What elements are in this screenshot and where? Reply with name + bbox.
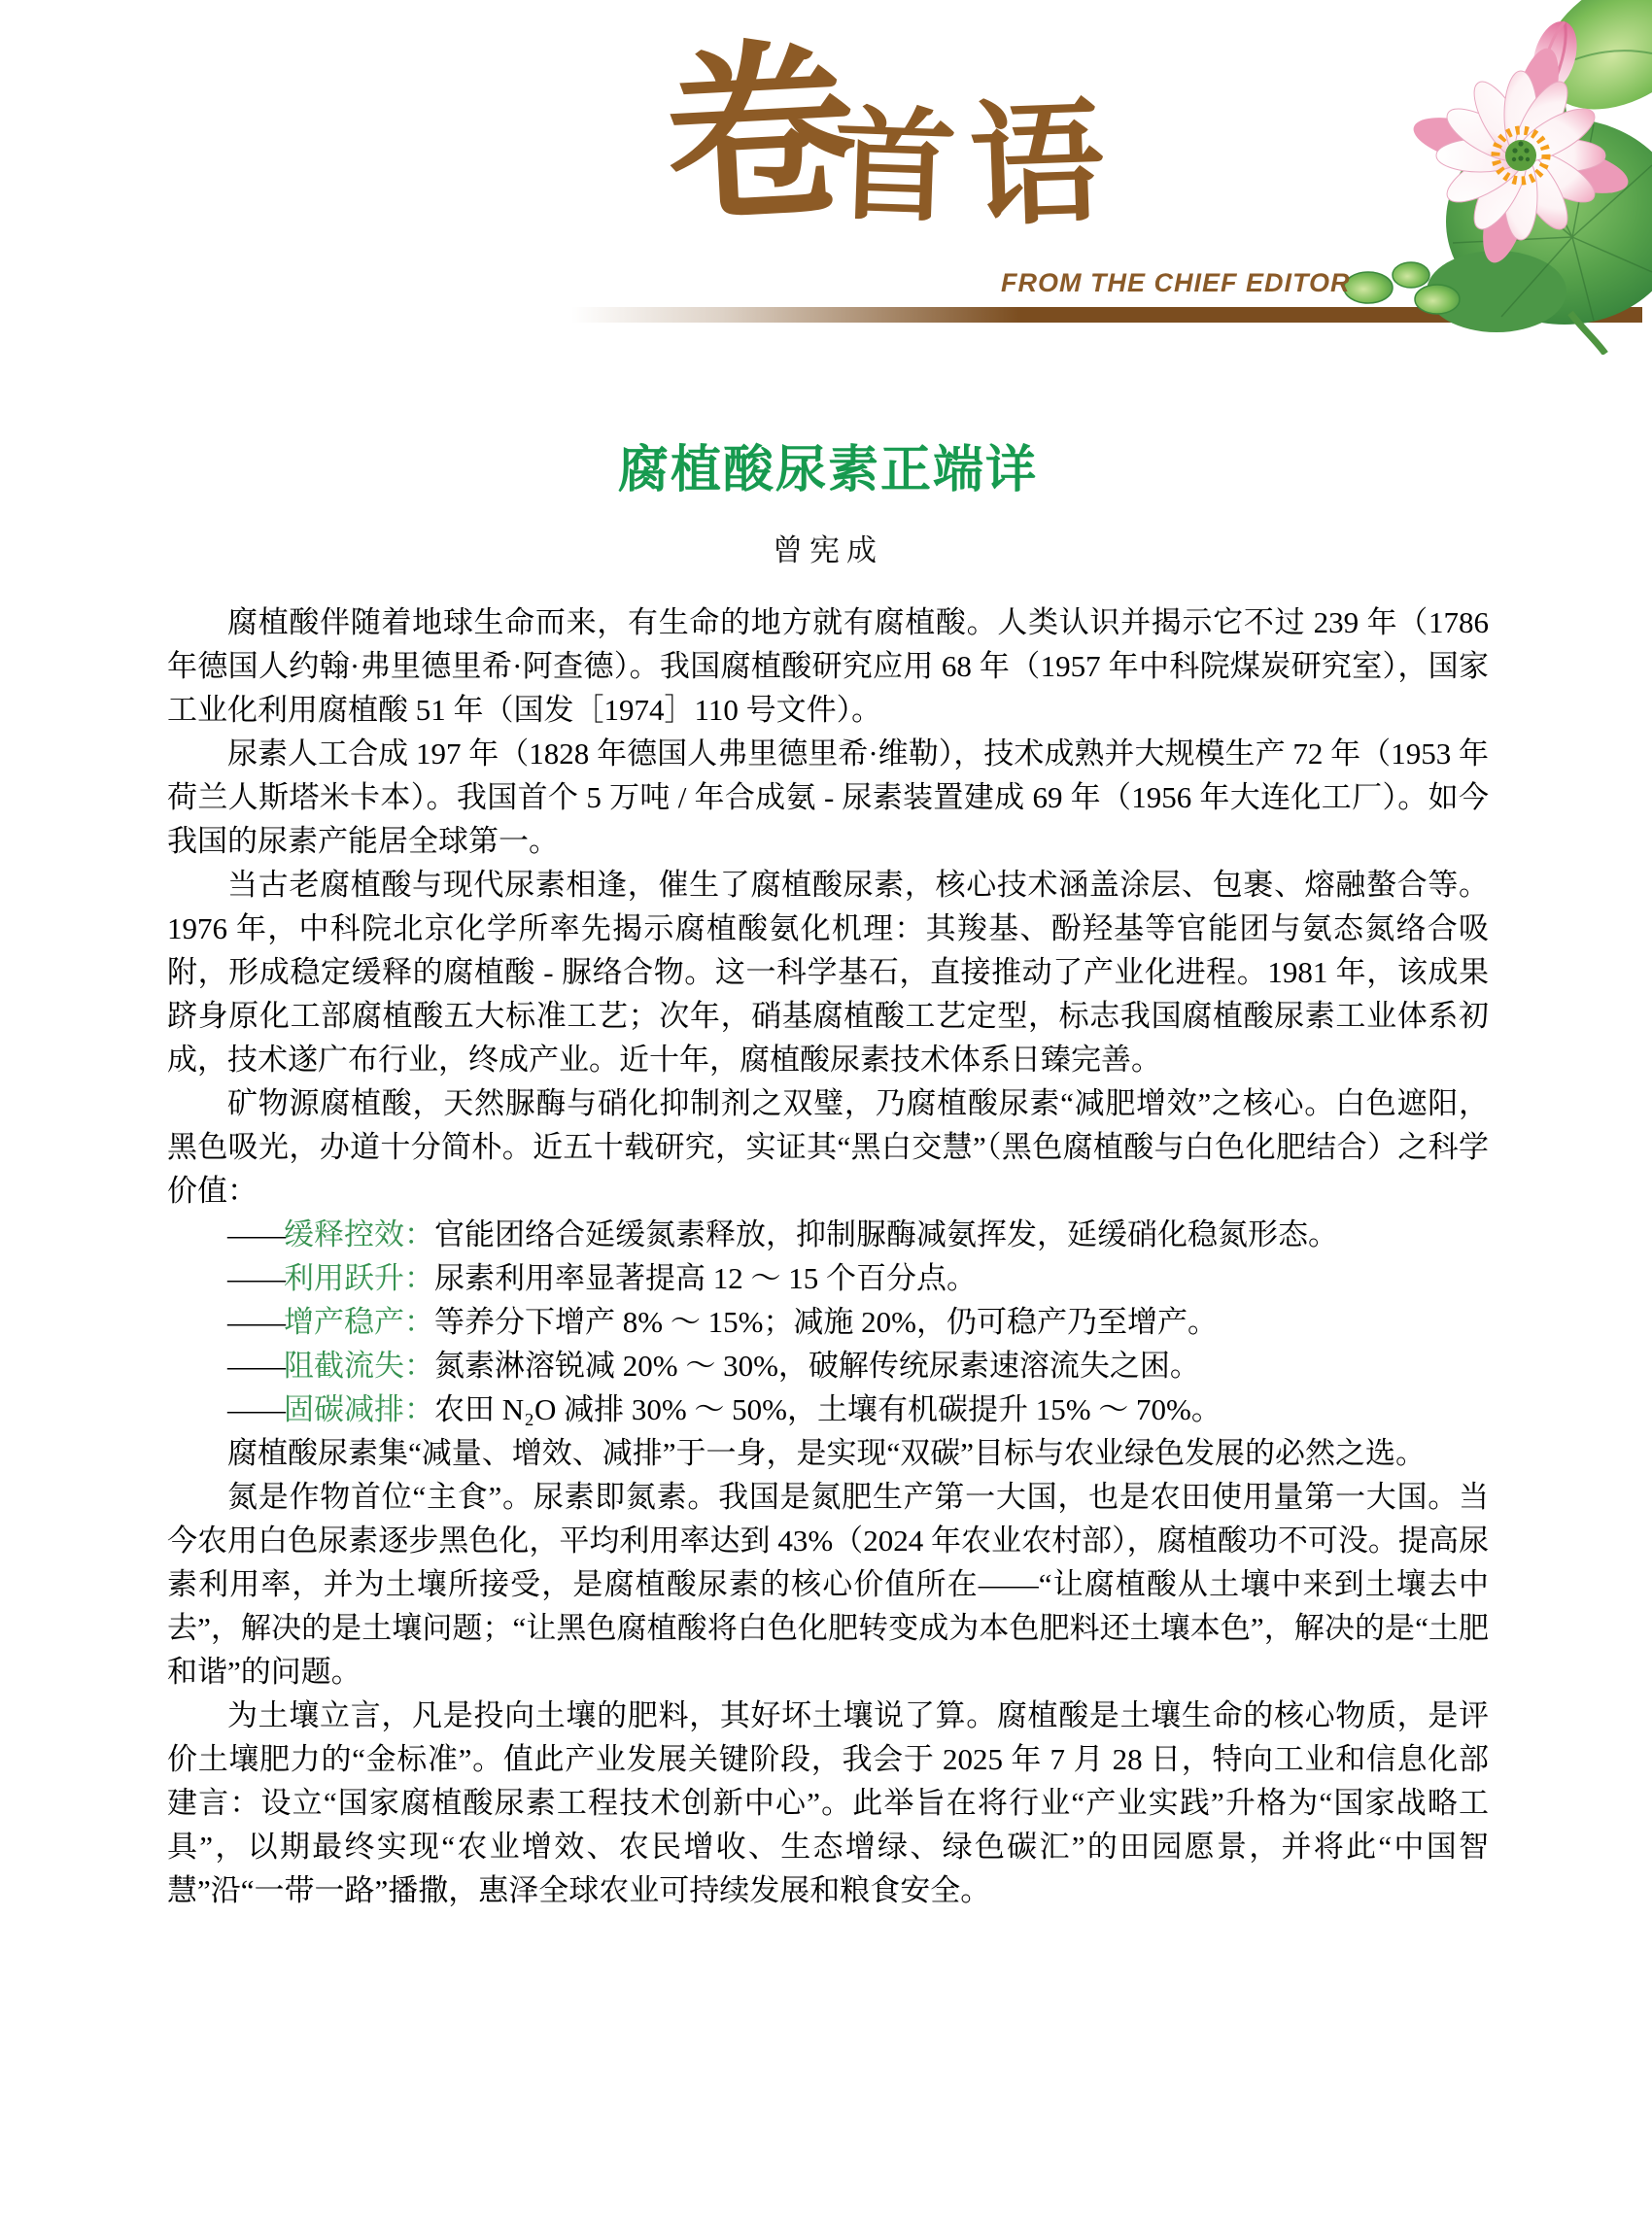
calligraphy-char: 首 <box>831 91 959 241</box>
article-body <box>167 600 1489 1912</box>
bullet-text: 农田 N₂O 减排 30% ～ 50%，土壤有机碳提升 15% ～ 70%。 <box>434 1392 1222 1426</box>
lotus-illustration <box>972 0 1652 355</box>
calligraphy-char: 卷 <box>660 17 862 251</box>
article-author: 曾宪成 <box>773 533 883 567</box>
bullet-item <box>167 1300 1489 1344</box>
bullet-dash: —— <box>227 1349 284 1383</box>
calligraphy-char: 语 <box>967 82 1107 246</box>
article-title: 腐植酸尿素正端详 <box>617 442 1038 498</box>
bullet-item <box>167 1213 1489 1256</box>
paragraph: 为土壤立言，凡是投向土壤的肥料，其好坏土壤说了算。腐植酸是土壤生命的核心物质，是评价土壤肥力的“金标准”。值此产业发展关键阶段，我会于 2025 年 7 月 28 日，特向工业和信息化部建言：设立“国家腐植酸尿素工程技术创新中心”。此举旨在将行业“产业实践”升格为“国家战略工具”，以期最终实现“农业增效、农民增收、生态增绿、绿色碳汇”的田园愿景，并将此“中国智慧”沿“一带一路”播撒，惠泽全球农业可持续发展和粮食安全。 <box>167 1698 1489 1907</box>
article <box>167 439 1489 1912</box>
bullet-text: 官能团络合延缓氮素释放，抑制脲酶减氨挥发，延缓硝化稳氮形态。 <box>434 1217 1338 1251</box>
bullet-text: 尿素利用率显著提高 12 ～ 15 个百分点。 <box>434 1261 977 1295</box>
paragraph: 矿物源腐植酸，天然脲酶与硝化抑制剂之双璧，乃腐植酸尿素“减肥增效”之核心。白色遮阳，黑色吸光，办道十分简朴。近五十载研究，实证其“黑白交慧”（黑色腐植酸与白色化肥结合）之科学价值： <box>167 1086 1489 1208</box>
bullet-item <box>167 1256 1489 1300</box>
masthead-subtitle: FROM THE CHIEF EDITOR <box>1001 268 1351 297</box>
bullet-dash: —— <box>227 1261 284 1295</box>
paragraph: 当古老腐植酸与现代尿素相逢，催生了腐植酸尿素，核心技术涵盖涂层、包裹、熔融螯合等。1976 年，中科院北京化学所率先揭示腐植酸氨化机理：其羧基、酚羟基等官能团与氨态氮络合吸附，形成稳定缓释的腐植酸 - 脲络合物。这一科学基石，直接推动了产业化进程。1981 年，该成果跻身原化工部腐植酸五大标准工艺；次年，硝基腐植酸工艺定型，标志我国腐植酸尿素工业体系初成，技术遂广布行业，终成产业。近十年，腐植酸尿素技术体系日臻完善。 <box>167 868 1489 1077</box>
paragraph: 氮是作物首位“主食”。尿素即氮素。我国是氮肥生产第一大国，也是农田使用量第一大国。当今农用白色尿素逐步黑色化，平均利用率达到 43%（2024 年农业农村部），腐植酸功不可没。提高尿素利用率，并为土壤所接受，是腐植酸尿素的核心价值所在——“让腐植酸从土壤中来到土壤去中去”，解决的是土壤问题；“让黑色腐植酸将白色化肥转变成为本色肥料还土壤本色”，解决的是“土肥和谐”的问题。 <box>167 1480 1489 1689</box>
bullet-dash: —— <box>227 1217 284 1251</box>
bullet-item <box>167 1387 1489 1431</box>
bullet-dash: —— <box>227 1392 284 1426</box>
bullet-text: 等养分下增产 8% ～ 15%；减施 20%，仍可稳产乃至增产。 <box>434 1305 1218 1339</box>
paragraph: 腐植酸伴随着地球生命而来，有生命的地方就有腐植酸。人类认识并揭示它不过 239 年（1786 年德国人约翰·弗里德里希·阿查德）。我国腐植酸研究应用 68 年（1957 年中科院煤炭研究室），国家工业化利用腐植酸 51 年（国发［1974］110 号文件）。 <box>167 605 1489 727</box>
paragraph: 腐植酸尿素集“减量、增效、减排”于一身，是实现“双碳”目标与农业绿色发展的必然之选。 <box>227 1436 1427 1470</box>
bullet-label: 缓释控效： <box>284 1217 434 1251</box>
bullet-item <box>167 1344 1489 1387</box>
paragraph: 尿素人工合成 197 年（1828 年德国人弗里德里希·维勒），技术成熟并大规模生产 72 年（1953 年荷兰人斯塔米卡本）。我国首个 5 万吨 / 年合成氨 - 尿素装置建成 69 年（1956 年大连化工厂）。如今我国的尿素产能居全球第一。 <box>167 736 1489 858</box>
bullet-dash: —— <box>227 1305 284 1339</box>
bullet-label: 固碳减排： <box>284 1392 434 1426</box>
bullet-text: 氮素淋溶锐减 20% ～ 30%，破解传统尿素速溶流失之困。 <box>434 1349 1200 1383</box>
bullet-label: 增产稳产： <box>284 1305 434 1339</box>
bullet-label: 利用跃升： <box>284 1261 434 1295</box>
bullet-label: 阻截流失： <box>284 1349 434 1383</box>
